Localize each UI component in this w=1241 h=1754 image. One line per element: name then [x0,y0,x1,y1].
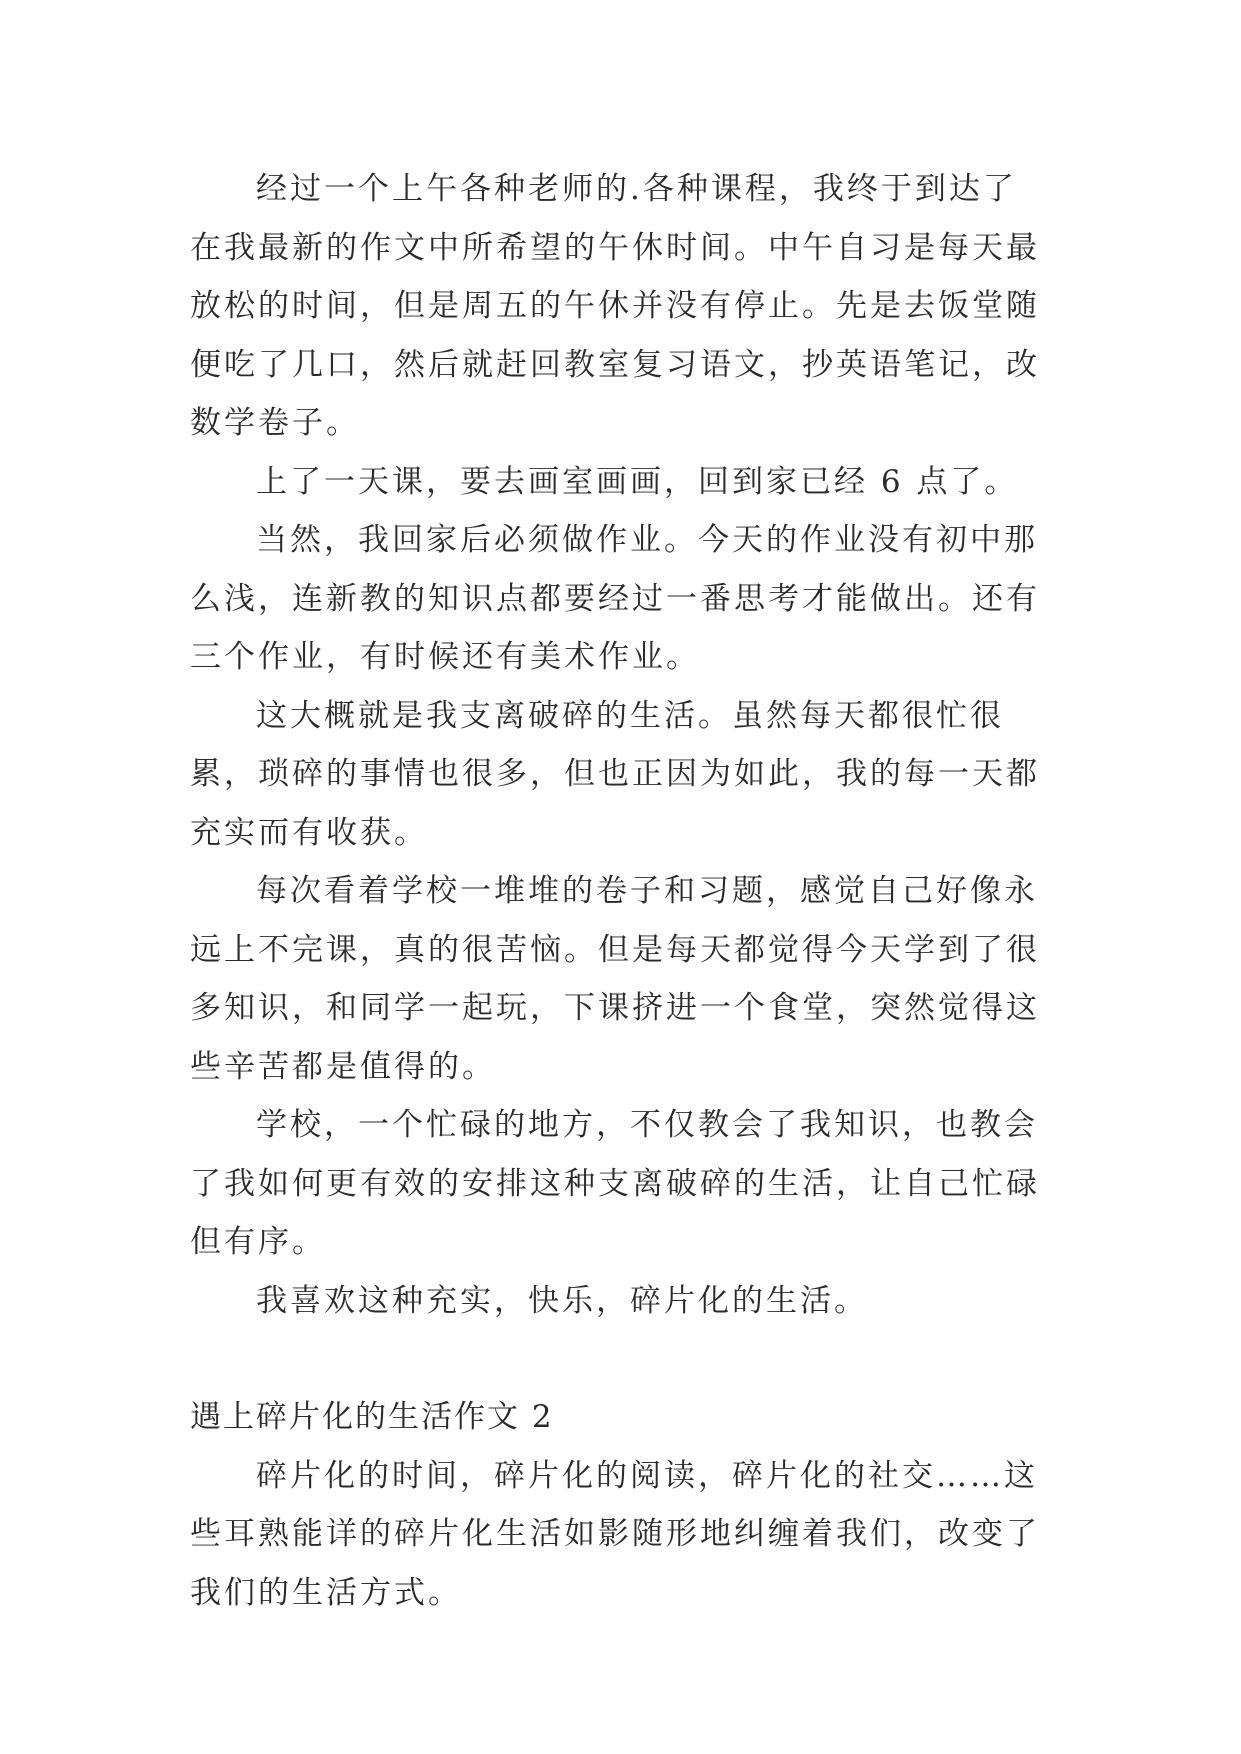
paragraph: 碎片化的时间，碎片化的阅读，碎片化的社交……这些耳熟能详的碎片化生活如影随形地纠缠着我们，改变了我们的生活方式。 [190,1457,1040,1611]
paragraph: 当然，我回家后必须做作业。今天的作业没有初中那么浅，连新教的知识点都要经过一番思考才能做出。还有三个作业，有时候还有美术作业。 [190,522,1040,675]
section-title: 遇上碎片化的生活作文 2 [190,1399,554,1435]
paragraph: 经过一个上午各种老师的.各种课程，我终于到达了在我最新的作文中所希望的午休时间。中午自习是每天最放松的时间，但是周五的午休并没有停止。先是去饭堂随便吃了几口，然后就赶回教室复习语文，抄英语笔记，改数学卷子。 [190,171,1040,441]
paragraph: 这大概就是我支离破碎的生活。虽然每天都很忙很累，琐碎的事情也很多，但也正因为如此，我的每一天都充实而有收获。 [190,697,1040,851]
paragraph: 每次看着学校一堆堆的卷子和习题，感觉自己好像永远上不完课，真的很苦恼。但是每天都觉得今天学到了很多知识，和同学一起玩，下课挤进一个食堂，突然觉得这些辛苦都是值得的。 [190,873,1040,1085]
document-body [190,160,1050,1622]
paragraph: 上了一天课，要去画室画画，回到家已经 6 点了。 [256,463,1019,500]
paragraph: 我喜欢这种充实，快乐，碎片化的生活。 [256,1282,868,1319]
paragraph: 学校，一个忙碌的地方，不仅教会了我知识，也教会了我如何更有效的安排这种支离破碎的生活，让自己忙碌但有序。 [190,1107,1040,1260]
